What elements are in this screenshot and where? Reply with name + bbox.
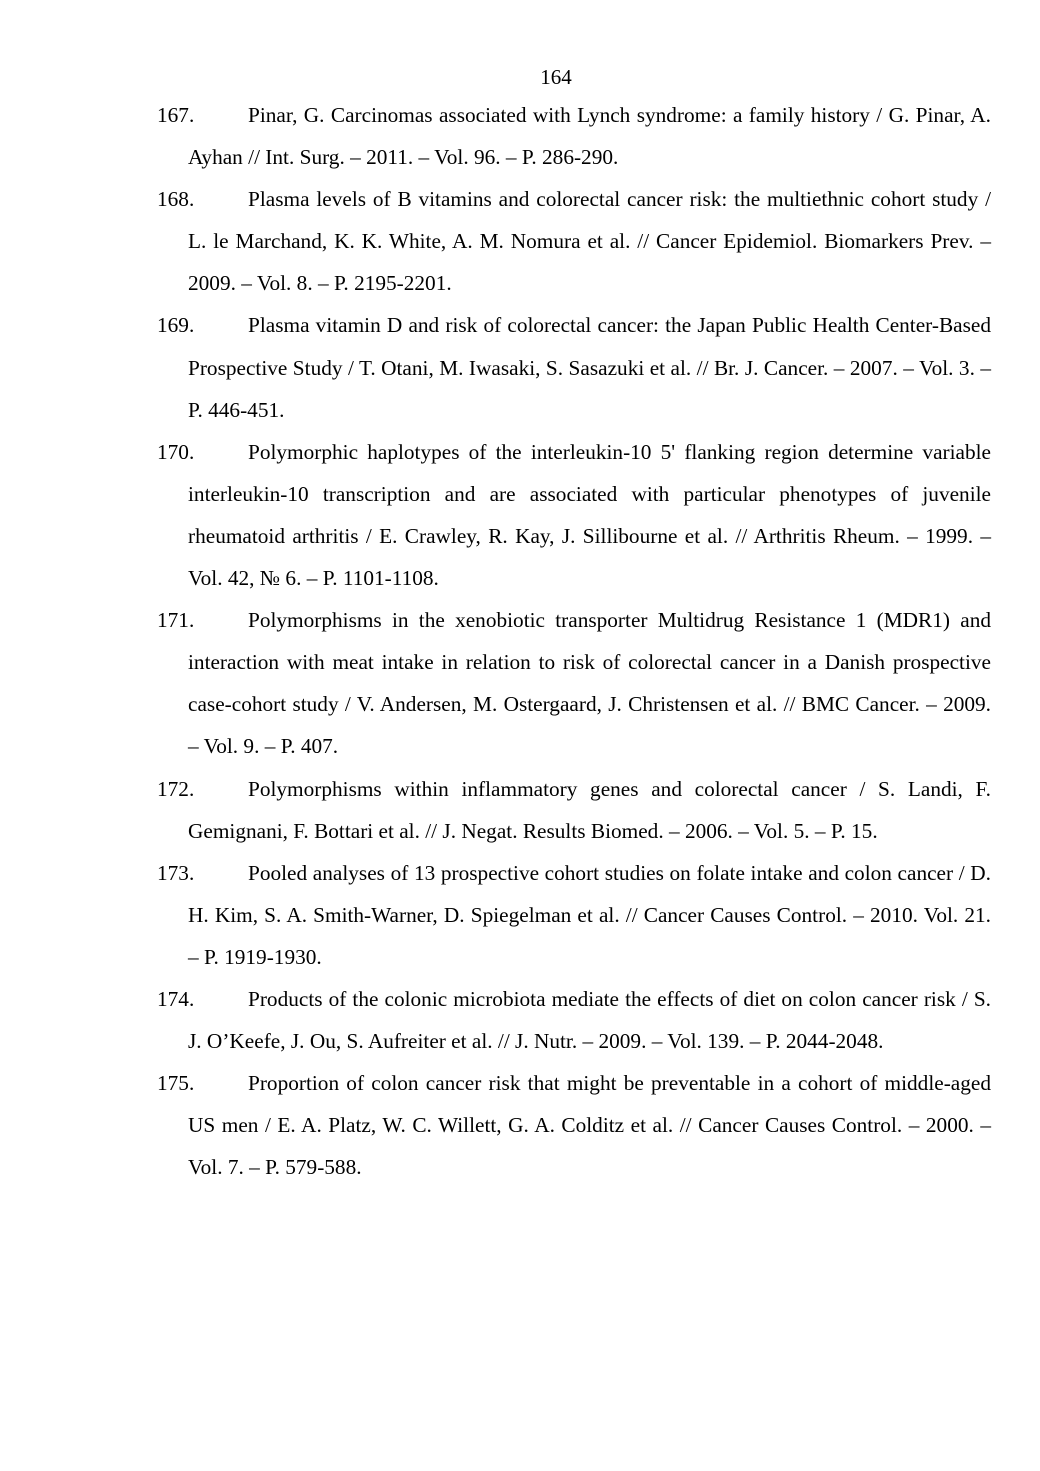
reference-number: 171.: [157, 608, 195, 633]
reference-text: Proportion of colon cancer risk that might be preventable in a cohort of middle-aged US men / E. A. Platz, W. C. Willett, G. A. Colditz et al. // Cancer Causes Control. – 2000. – Vol. 7. – P. 579-588.: [188, 1071, 991, 1180]
reference-number: 173.: [157, 860, 195, 885]
reference-number: 170.: [157, 439, 195, 464]
reference-text: Plasma vitamin D and risk of colorectal cancer: the Japan Public Health Center-Based Prospective Study / T. Otani, M. Iwasaki, S. Sasazuki et al. // Br. J. Cancer. – 2007. – Vol. 3. – P. 446-451.: [188, 313, 991, 422]
reference-number: 175.: [157, 1071, 195, 1096]
reference-item: [157, 852, 991, 978]
reference-number: 169.: [157, 313, 195, 338]
reference-item: [157, 1062, 991, 1188]
reference-list: [157, 94, 991, 1188]
reference-number: 174.: [157, 986, 195, 1011]
reference-item: [157, 94, 991, 178]
reference-item: [157, 431, 991, 599]
reference-text: Polymorphic haplotypes of the interleukin-10 5' flanking region determine variable interleukin-10 transcription and are associated with particular phenotypes of juvenile rheumatoid arthritis / E. Crawley, R. Kay, J. Sillibourne et al. // Arthritis Rheum. – 1999. – Vol. 42, № 6. – P. 1101-1108.: [188, 439, 991, 591]
reference-item: [157, 304, 991, 430]
reference-number: 167.: [157, 103, 195, 127]
reference-text: Pooled analyses of 13 prospective cohort studies on folate intake and colon cancer / D. H. Kim, S. A. Smith-Warner, D. Spiegelman et al. // Cancer Causes Control. – 2010. Vol. 21. – P. 1919-1930.: [188, 860, 991, 969]
reference-text: Products of the colonic microbiota mediate the effects of diet on colon cancer risk / S. J. O’Keefe, J. Ou, S. Aufreiter et al. // J. Nutr. – 2009. – Vol. 139. – P. 2044-2048.: [188, 986, 991, 1054]
reference-item: [157, 178, 991, 304]
reference-text: Polymorphisms in the xenobiotic transporter Multidrug Resistance 1 (MDR1) and interaction with meat intake in relation to risk of colorectal cancer in a Danish prospective case-cohort study / V. Andersen, M. Ostergaard, J. Christensen et al. // BMC Cancer. – 2009. – Vol. 9. – P. 407.: [188, 608, 991, 759]
reference-text: Polymorphisms within inflammatory genes and colorectal cancer / S. Landi, F. Gemignani, F. Bottari et al. // J. Negat. Results Biomed. – 2006. – Vol. 5. – P. 15.: [188, 776, 991, 843]
reference-item: [157, 978, 991, 1062]
reference-item: [157, 599, 991, 767]
reference-number: 172.: [157, 776, 195, 801]
reference-item: [157, 768, 991, 852]
reference-text: Pinar, G. Carcinomas associated with Lynch syndrome: a family history / G. Pinar, A. Ayhan // Int. Surg. – 2011. – Vol. 96. – P. 286-290.: [188, 103, 991, 170]
reference-number: 168.: [157, 187, 195, 212]
reference-text: Plasma levels of B vitamins and colorectal cancer risk: the multiethnic cohort study / L. le Marchand, K. K. White, A. M. Nomura et al. // Cancer Epidemiol. Biomarkers Prev. – 2009. – Vol. 8. – P. 2195-2201.: [188, 187, 991, 296]
page-number: 164: [540, 65, 572, 89]
